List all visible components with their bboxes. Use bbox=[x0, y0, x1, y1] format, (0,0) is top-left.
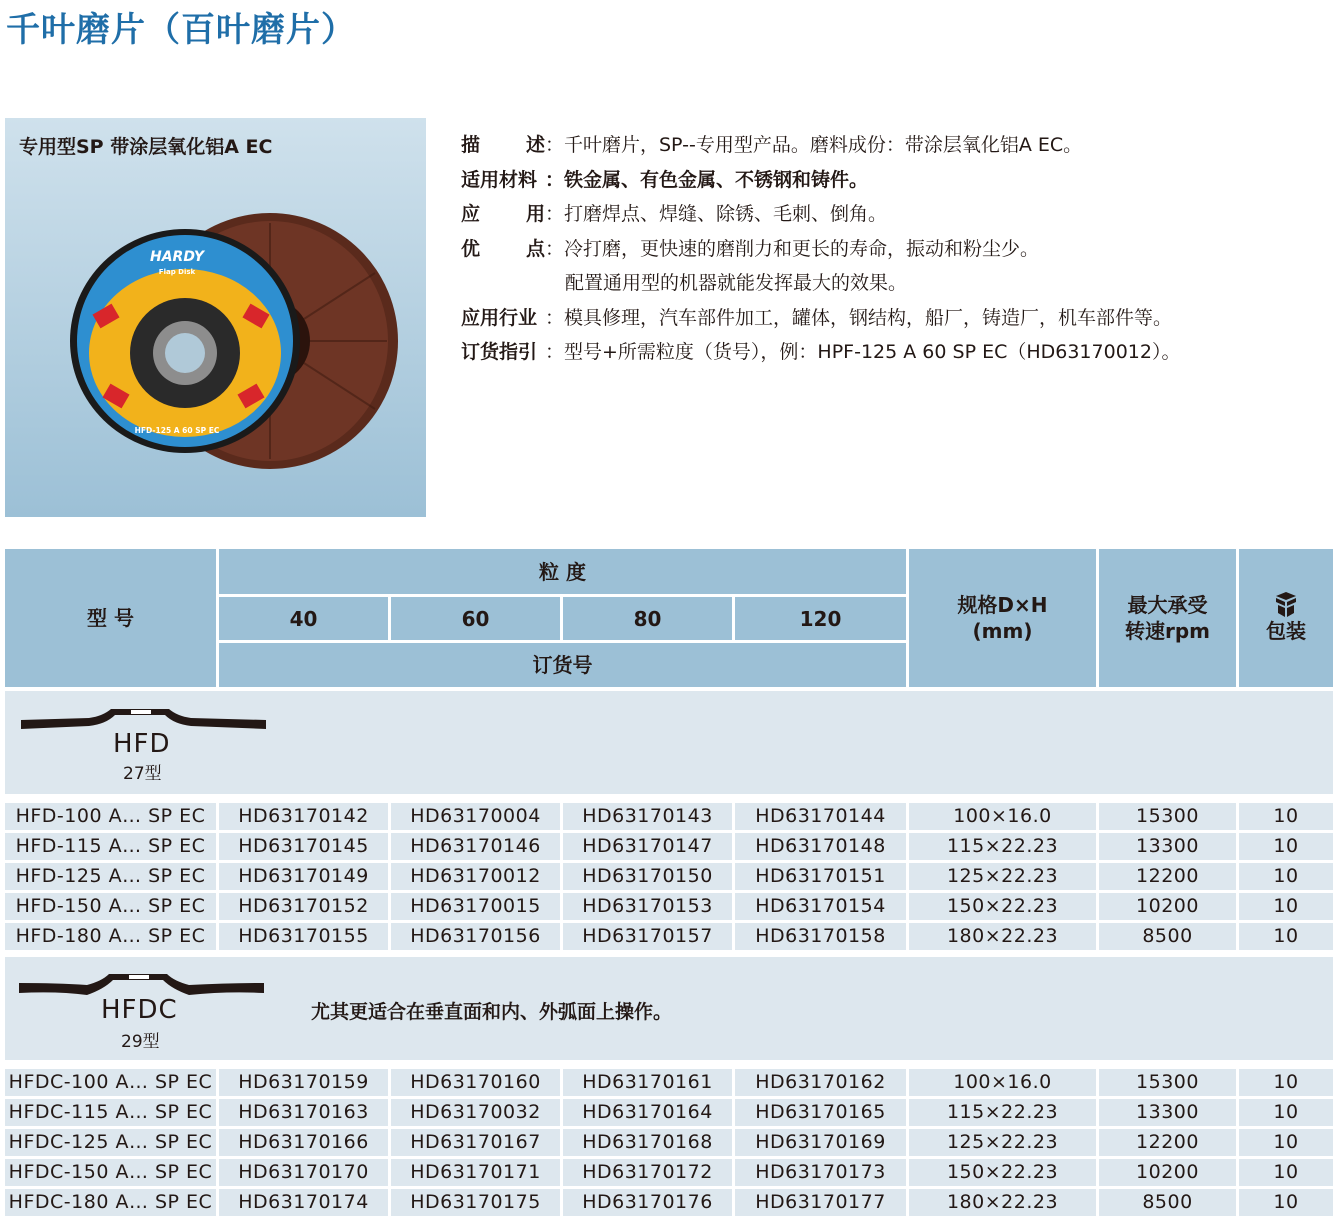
cell-code-60: HD63170156 bbox=[391, 923, 560, 950]
cell-model: HFDC-180 A… SP EC bbox=[5, 1189, 216, 1216]
cell-code-80: HD63170153 bbox=[563, 893, 732, 920]
cell-rpm: 13300 bbox=[1099, 1099, 1236, 1126]
cell-code-60: HD63170175 bbox=[391, 1189, 560, 1216]
desc-row-materials bbox=[461, 163, 1321, 198]
desc-key: 描 述 bbox=[461, 134, 545, 156]
cell-code-120: HD63170154 bbox=[735, 893, 906, 920]
desc-key: 应 用 bbox=[461, 203, 545, 225]
cell-code-80: HD63170150 bbox=[563, 863, 732, 890]
section-type: 29型 bbox=[121, 1032, 160, 1052]
cell-model: HFDC-150 A… SP EC bbox=[5, 1159, 216, 1186]
header-spec: 规格D×H (mm) bbox=[909, 549, 1096, 687]
table-row bbox=[5, 1099, 1333, 1129]
section-band-hfd bbox=[5, 691, 1333, 794]
cell-code-60: HD63170004 bbox=[391, 803, 560, 830]
cell-spec: 115×22.23 bbox=[909, 1099, 1096, 1126]
cell-model: HFD-115 A… SP EC bbox=[5, 833, 216, 860]
table-row bbox=[5, 923, 1333, 953]
desc-value: ：型号+所需粒度（货号），例：HPF-125 A 60 SP EC（HD63170012）。 bbox=[545, 341, 1181, 363]
desc-value: ：冷打磨，更快速的磨削力和更长的寿命，振动和粉尘少。 bbox=[545, 237, 1040, 260]
cell-code-60: HD63170167 bbox=[391, 1129, 560, 1156]
section-note: 尤其更适合在垂直面和内、外弧面上操作。 bbox=[311, 1001, 673, 1023]
cell-code-40: HD63170159 bbox=[219, 1069, 388, 1096]
cell-code-40: HD63170170 bbox=[219, 1159, 388, 1186]
cell-code-120: HD63170169 bbox=[735, 1129, 906, 1156]
cell-rpm: 10200 bbox=[1099, 893, 1236, 920]
table-row bbox=[5, 803, 1333, 833]
page-title: 千叶磨片（百叶磨片） bbox=[6, 10, 356, 50]
header-grit-40: 40 bbox=[219, 597, 388, 640]
cell-code-40: HD63170174 bbox=[219, 1189, 388, 1216]
disc-line-text: Flap Disk bbox=[158, 268, 196, 276]
cell-rpm: 15300 bbox=[1099, 803, 1236, 830]
desc-key: 优 点 bbox=[461, 237, 545, 260]
cell-rpm: 8500 bbox=[1099, 1189, 1236, 1216]
desc-continuation: 配置通用型的机器就能发挥最大的效果。 bbox=[565, 272, 908, 294]
cell-code-60: HD63170032 bbox=[391, 1099, 560, 1126]
cell-code-80: HD63170164 bbox=[563, 1099, 732, 1126]
cell-pack: 10 bbox=[1239, 1069, 1333, 1096]
desc-key: 订货指引 bbox=[461, 341, 538, 363]
header-order-no: 订货号 bbox=[219, 643, 906, 687]
header-model: 型 号 bbox=[5, 549, 216, 687]
cell-code-120: HD63170165 bbox=[735, 1099, 906, 1126]
table-row bbox=[5, 893, 1333, 923]
section-name: HFD bbox=[113, 729, 171, 759]
cell-pack: 10 bbox=[1239, 1129, 1333, 1156]
cell-code-60: HD63170012 bbox=[391, 863, 560, 890]
cell-code-120: HD63170173 bbox=[735, 1159, 906, 1186]
cell-code-120: HD63170177 bbox=[735, 1189, 906, 1216]
cell-code-120: HD63170158 bbox=[735, 923, 906, 950]
cell-code-40: HD63170163 bbox=[219, 1099, 388, 1126]
cell-rpm: 12200 bbox=[1099, 1129, 1236, 1156]
cell-spec: 150×22.23 bbox=[909, 1159, 1096, 1186]
cell-spec: 100×16.0 bbox=[909, 803, 1096, 830]
cell-rpm: 8500 bbox=[1099, 923, 1236, 950]
cell-spec: 180×22.23 bbox=[909, 1189, 1096, 1216]
table-row bbox=[5, 863, 1333, 893]
cell-model: HFDC-115 A… SP EC bbox=[5, 1099, 216, 1126]
table-row bbox=[5, 1129, 1333, 1159]
cell-rpm: 12200 bbox=[1099, 863, 1236, 890]
box-icon bbox=[1272, 592, 1300, 618]
cell-spec: 115×22.23 bbox=[909, 833, 1096, 860]
cell-code-120: HD63170144 bbox=[735, 803, 906, 830]
cell-code-40: HD63170145 bbox=[219, 833, 388, 860]
desc-value: ：千叶磨片，SP--专用型产品。磨料成份：带涂层氧化铝A EC。 bbox=[545, 134, 1083, 156]
table-row bbox=[5, 833, 1333, 863]
flap-disc-image bbox=[65, 213, 405, 473]
product-image-panel bbox=[5, 118, 426, 517]
cell-rpm: 15300 bbox=[1099, 1069, 1236, 1096]
cell-code-80: HD63170147 bbox=[563, 833, 732, 860]
header-pack: 包装 bbox=[1239, 549, 1333, 687]
cell-code-80: HD63170161 bbox=[563, 1069, 732, 1096]
cell-code-40: HD63170155 bbox=[219, 923, 388, 950]
section-band-hfdc bbox=[5, 957, 1333, 1060]
desc-row-description bbox=[461, 128, 1321, 163]
desc-row-advantages bbox=[461, 232, 1321, 267]
desc-row-application bbox=[461, 197, 1321, 232]
cell-pack: 10 bbox=[1239, 1099, 1333, 1126]
cell-code-40: HD63170166 bbox=[219, 1129, 388, 1156]
cell-spec: 125×22.23 bbox=[909, 863, 1096, 890]
table-row bbox=[5, 1189, 1333, 1219]
cell-code-120: HD63170148 bbox=[735, 833, 906, 860]
cell-rpm: 10200 bbox=[1099, 1159, 1236, 1186]
desc-value: ：铁金属、有色金属、不锈钢和铸件。 bbox=[545, 168, 869, 191]
cell-code-60: HD63170171 bbox=[391, 1159, 560, 1186]
cell-model: HFD-100 A… SP EC bbox=[5, 803, 216, 830]
header-max-rpm: 最大承受 转速rpm bbox=[1099, 549, 1236, 687]
cell-spec: 150×22.23 bbox=[909, 893, 1096, 920]
desc-key: 适用材料 bbox=[461, 168, 538, 191]
cell-code-120: HD63170151 bbox=[735, 863, 906, 890]
cell-spec: 125×22.23 bbox=[909, 1129, 1096, 1156]
table-row bbox=[5, 1159, 1333, 1189]
desc-value: ：模具修理，汽车部件加工，罐体，钢结构，船厂，铸造厂，机车部件等。 bbox=[545, 306, 1173, 329]
cell-code-40: HD63170142 bbox=[219, 803, 388, 830]
cell-pack: 10 bbox=[1239, 893, 1333, 920]
desc-row-ordering bbox=[461, 335, 1321, 370]
desc-key: 应用行业 bbox=[461, 306, 538, 329]
cell-rpm: 13300 bbox=[1099, 833, 1236, 860]
cell-pack: 10 bbox=[1239, 803, 1333, 830]
cell-pack: 10 bbox=[1239, 923, 1333, 950]
cell-pack: 10 bbox=[1239, 1159, 1333, 1186]
cell-code-60: HD63170160 bbox=[391, 1069, 560, 1096]
table-row bbox=[5, 1069, 1333, 1099]
header-grit-80: 80 bbox=[563, 597, 732, 640]
cell-code-40: HD63170149 bbox=[219, 863, 388, 890]
cell-pack: 10 bbox=[1239, 863, 1333, 890]
cell-model: HFD-180 A… SP EC bbox=[5, 923, 216, 950]
product-subtitle: 专用型SP 带涂层氧化铝A EC bbox=[19, 136, 273, 158]
header-grit: 粒 度 bbox=[219, 549, 906, 594]
section-type: 27型 bbox=[123, 764, 162, 784]
cell-code-60: HD63170146 bbox=[391, 833, 560, 860]
cell-spec: 180×22.23 bbox=[909, 923, 1096, 950]
cell-code-80: HD63170143 bbox=[563, 803, 732, 830]
cell-model: HFDC-100 A… SP EC bbox=[5, 1069, 216, 1096]
cell-pack: 10 bbox=[1239, 1189, 1333, 1216]
cell-code-40: HD63170152 bbox=[219, 893, 388, 920]
section-name: HFDC bbox=[101, 995, 178, 1025]
product-description bbox=[461, 128, 1321, 370]
table-header bbox=[5, 549, 1333, 687]
disc-model-text: HFD-125 A 60 SP EC bbox=[134, 426, 220, 435]
header-grit-120: 120 bbox=[735, 597, 906, 640]
desc-row-industries bbox=[461, 301, 1321, 336]
header-grit-60: 60 bbox=[391, 597, 560, 640]
cell-pack: 10 bbox=[1239, 833, 1333, 860]
cell-model: HFD-125 A… SP EC bbox=[5, 863, 216, 890]
cell-model: HFD-150 A… SP EC bbox=[5, 893, 216, 920]
cell-model: HFDC-125 A… SP EC bbox=[5, 1129, 216, 1156]
cell-code-80: HD63170157 bbox=[563, 923, 732, 950]
cell-code-60: HD63170015 bbox=[391, 893, 560, 920]
cell-spec: 100×16.0 bbox=[909, 1069, 1096, 1096]
cell-code-80: HD63170168 bbox=[563, 1129, 732, 1156]
disc-brand-text: HARDY bbox=[149, 249, 205, 265]
cell-code-120: HD63170162 bbox=[735, 1069, 906, 1096]
cell-code-80: HD63170172 bbox=[563, 1159, 732, 1186]
cell-code-80: HD63170176 bbox=[563, 1189, 732, 1216]
desc-value: ：打磨焊点、焊缝、除锈、毛刺、倒角。 bbox=[545, 203, 888, 225]
